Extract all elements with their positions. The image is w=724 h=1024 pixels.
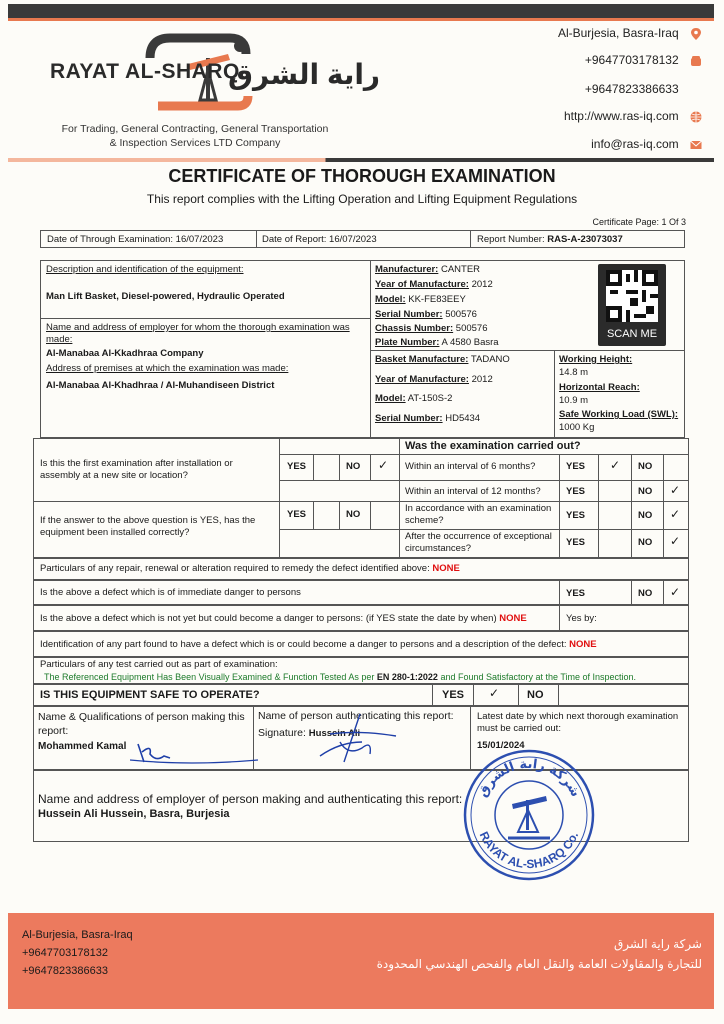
certificate-page-number: Certificate Page: 1 Of 3 <box>592 217 686 227</box>
plate-label: Plate Number: <box>375 337 440 348</box>
equipment-desc-value: Man Lift Basket, Diesel-powered, Hydraulic Operated <box>46 291 285 302</box>
company-tagline <box>40 122 350 150</box>
person-name: Mohammed Kamal <box>38 741 127 752</box>
qr-code[interactable] <box>598 264 666 346</box>
header-top-bar <box>8 4 714 18</box>
repair-none: NONE <box>432 563 460 574</box>
manufacturer-row <box>375 264 480 276</box>
i6-no: NO <box>638 461 653 472</box>
q1-yes: YES <box>287 461 307 472</box>
basket-model-label: Model: <box>375 393 406 404</box>
year-label: Year of Manufacture: <box>375 279 469 290</box>
year-value: 2012 <box>471 279 493 290</box>
chassis-row <box>375 323 487 335</box>
globe-icon <box>690 111 702 123</box>
basket-serial-row <box>375 413 480 425</box>
auth-name: Hussein Ali <box>308 728 361 739</box>
basket-year-label: Year of Manufacture: <box>375 374 469 385</box>
header-address <box>558 26 702 40</box>
auth-label: Name of person authenticating this report: <box>258 710 454 722</box>
header-divider <box>8 158 714 162</box>
envelope-icon <box>690 139 702 151</box>
serial-value: 500576 <box>445 309 477 320</box>
immediate-no-checkmark: ✓ <box>670 585 681 599</box>
header-phone-2-text: +9647823386633 <box>584 82 679 96</box>
q2-no: NO <box>346 509 361 520</box>
location-pin-icon <box>690 28 702 40</box>
horizontal-reach-label: Horizontal Reach: <box>559 382 640 393</box>
stamp-text-arabic: شركة راية الشرق <box>475 756 583 800</box>
person-label: Name & Qualifications of person making this report: <box>38 711 245 737</box>
exceptional-no: NO <box>638 537 653 548</box>
tests-label: Particulars of any test carried out as part of examination: <box>40 659 278 670</box>
identification-label: Identification of any part found to have a defect which is or could become a danger to persons and a description of the defect: <box>40 639 567 650</box>
year-row <box>375 279 493 291</box>
interval-6-label: Within an interval of 6 months? <box>405 461 536 472</box>
model-value: KK-FE83EEY <box>408 294 466 305</box>
footer-phone-2: +9647823386633 <box>22 965 108 977</box>
certificate-subtitle: This report complies with the Lifting Operation and Lifting Equipment Regulations <box>146 192 578 206</box>
phone-spacer-icon <box>690 84 702 96</box>
scheme-yes: YES <box>566 510 586 521</box>
scan-me-label: SCAN ME <box>606 328 658 340</box>
model-label: Model: <box>375 294 406 305</box>
exam-date: Date of Through Examination: 16/07/2023 <box>47 234 224 245</box>
exceptional-yes: YES <box>566 537 586 548</box>
exceptional-label: After the occurrence of exceptional circumstances? <box>405 531 552 554</box>
basket-year-row <box>375 374 493 386</box>
horizontal-reach-value: 10.9 m <box>559 395 589 406</box>
scheme-label: In accordance with an examination scheme? <box>405 503 552 526</box>
chassis-label: Chassis Number: <box>375 323 454 334</box>
employer-value: Al-Manabaa Al-Kkadhraa Company <box>46 348 204 359</box>
tests-value-1: The Referenced Equipment Has Been Visually Examined & Function Tested As per <box>44 672 375 682</box>
scheme-no-checkmark: ✓ <box>670 507 681 521</box>
premises-value: Al-Manabaa Al-Khadhraa / Al-Muhandiseen District <box>46 380 275 391</box>
i6-yes: YES <box>566 461 586 472</box>
footer-address: Al-Burjesia, Basra-Iraq <box>22 929 133 941</box>
repair-label: Particulars of any repair, renewal or alteration required to remedy the defect identified above: <box>40 563 430 574</box>
question-first-exam: Is this the first examination after installation or assembly at a new site or location? <box>40 458 233 481</box>
swl-label: Safe Working Load (SWL): <box>559 409 679 420</box>
manufacturer-label: Manufacturer: <box>375 264 439 275</box>
basket-label: Basket Manufacture: <box>375 354 469 365</box>
plate-row <box>375 337 499 349</box>
footer-arabic-1: شركة راية الشرق <box>613 937 702 951</box>
report-number-label: Report Number: <box>477 234 545 245</box>
q2-yes: YES <box>287 509 307 520</box>
certificate-title: CERTIFICATE OF THOROUGH EXAMINATION <box>168 166 556 186</box>
basket-row <box>375 354 510 366</box>
immediate-no: NO <box>638 588 653 599</box>
safe-no: NO <box>527 689 544 701</box>
safe-yes-checkmark: ✓ <box>489 686 500 700</box>
header-email[interactable] <box>591 137 702 151</box>
working-height-value: 14.8 m <box>559 367 589 378</box>
equipment-desc-label: Description and identification of the equipment: <box>46 264 244 275</box>
q1-no: NO <box>346 461 361 472</box>
working-height-label: Working Height: <box>559 354 633 365</box>
swl-value: 1000 Kg <box>559 422 595 433</box>
header-phone-1-text: +9647703178132 <box>584 53 679 67</box>
basket-model-row <box>375 393 452 405</box>
premises-label: Address of premises at which the examination was made: <box>46 363 289 374</box>
future-danger-none: NONE <box>499 613 527 624</box>
qr-code-icon <box>606 270 658 322</box>
future-danger-label: Is the above a defect which is not yet but could become a danger to persons: (if YES state the date by when) <box>40 613 497 624</box>
employer-label: Name and address of employer for whom the thorough examination was made: <box>46 322 350 345</box>
immediate-yes: YES <box>566 588 586 599</box>
identification-none: NONE <box>569 639 597 650</box>
identification-text <box>40 639 597 651</box>
report-number-value: RAS-A-23073037 <box>547 234 623 245</box>
auth-signature-icon <box>300 712 410 768</box>
safe-question: IS THIS EQUIPMENT SAFE TO OPERATE? <box>40 689 260 701</box>
scheme-no: NO <box>638 510 653 521</box>
tagline-line-2: & Inspection Services LTD Company <box>109 137 281 149</box>
employer-of-person-label: Name and address of employer of person making and authenticating this report: <box>38 792 463 806</box>
report-date: Date of Report: 16/07/2023 <box>262 234 377 245</box>
footer-arabic <box>377 934 702 974</box>
carried-out-header: Was the examination carried out? <box>405 440 581 452</box>
i12-yes: YES <box>566 486 586 497</box>
header-email-text[interactable]: info@ras-iq.com <box>591 137 679 151</box>
logo-text-arabic: راية الشرق <box>228 59 381 90</box>
header-phone-2 <box>585 82 702 96</box>
repair-text <box>40 563 460 575</box>
header-address-text: Al-Burjesia, Basra-Iraq <box>557 26 679 40</box>
exceptional-no-checkmark: ✓ <box>670 534 681 548</box>
next-exam-label: Latest date by which next thorough examination must be carried out: <box>477 711 679 734</box>
chassis-value: 500576 <box>455 323 488 334</box>
person-signature-icon <box>130 740 260 770</box>
header-phone-1 <box>585 53 702 67</box>
phone-icon <box>690 55 702 67</box>
future-danger-text <box>40 613 527 625</box>
basket-model-value: AT-150S-2 <box>407 393 453 404</box>
serial-label: Serial Number: <box>375 309 443 320</box>
report-number <box>477 234 623 246</box>
tagline-line-1: For Trading, General Contracting, General Transportation <box>61 123 329 135</box>
svg-text:RAYAT AL-SHARQ Co. <box>477 829 582 871</box>
serial-row <box>375 309 477 321</box>
basket-year-value: 2012 <box>471 374 493 385</box>
q1-no-checkmark: ✓ <box>378 458 389 472</box>
i12-no-checkmark: ✓ <box>670 483 681 497</box>
plate-value: A 4580 Basra <box>441 337 499 348</box>
footer-arabic-2: للتجارة والمقاولات العامة والنقل العام والفحص الهندسي المحدودة <box>376 957 702 971</box>
basket-value: TADANO <box>470 354 510 365</box>
yes-by-label: Yes by: <box>566 613 597 624</box>
header-website[interactable] <box>564 109 702 123</box>
header-website-text[interactable]: http://www.ras-iq.com <box>563 109 679 123</box>
model-row <box>375 294 466 306</box>
company-stamp-icon <box>462 748 596 882</box>
next-exam-date: 15/01/2024 <box>477 740 525 751</box>
employer-of-person-value: Hussein Ali Hussein, Basra, Burjesia <box>38 808 230 820</box>
stamp-text-english: RAYAT AL-SHARQ Co. <box>476 829 582 872</box>
i12-no: NO <box>638 486 653 497</box>
footer-phone-1: +9647703178132 <box>22 947 108 959</box>
signature-label: Signature: <box>258 727 306 739</box>
tests-value-2: and Found Satisfactory at the Time of Inspection. <box>440 672 637 682</box>
logo-text-english: RAYAT AL-SHARQ <box>50 60 240 83</box>
interval-12-label: Within an interval of 12 months? <box>405 486 541 497</box>
basket-serial-value: HD5434 <box>445 413 481 424</box>
examination-section <box>33 438 689 558</box>
tests-value <box>44 671 636 683</box>
header-accent-line <box>8 18 714 21</box>
basket-serial-label: Serial Number: <box>375 413 443 424</box>
immediate-danger-label: Is the above a defect which is of immediate danger to persons <box>40 587 301 598</box>
footer-contact <box>22 926 133 980</box>
safe-yes: YES <box>442 689 465 701</box>
tests-standard: EN 280-1:2022 <box>376 672 438 682</box>
question-installed-correctly: If the answer to the above question is YES, has the equipment been installed correctly? <box>40 515 256 538</box>
i6-yes-checkmark: ✓ <box>610 458 621 472</box>
manufacturer-value: CANTER <box>440 264 481 275</box>
